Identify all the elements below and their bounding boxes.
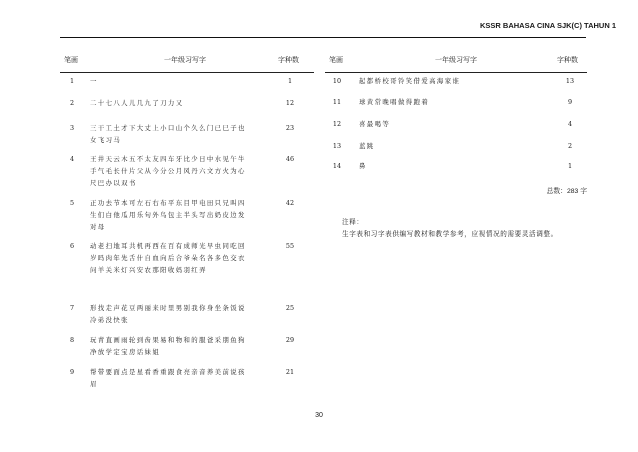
col-header-strokes: 笔画 [329, 57, 343, 64]
col-header-characters: 一年级习写字 [435, 57, 477, 64]
row-strokes: 1 [69, 77, 75, 85]
table-row [60, 73, 314, 95]
col-header-count: 字种数 [557, 57, 578, 64]
row-characters: 球黄常晚唱做得跑着 [359, 98, 430, 106]
header-rule [60, 37, 586, 38]
right-table [325, 55, 587, 178]
row-characters: 一 [90, 77, 98, 85]
left-table [60, 55, 314, 394]
right-table-header [325, 55, 587, 72]
row-strokes: 10 [332, 77, 342, 85]
table-row [325, 116, 587, 138]
table-row [60, 95, 314, 120]
page-number: 30 [315, 412, 323, 419]
table-row [60, 195, 314, 238]
left-table-header [60, 55, 314, 72]
row-characters: 帮带要面点是星看香重跟食亮亲音养美前说孩眉 [90, 368, 246, 388]
row-count: 12 [285, 99, 295, 107]
row-strokes: 9 [69, 368, 75, 376]
row-strokes: 6 [69, 242, 75, 250]
row-count: 55 [285, 242, 295, 250]
row-strokes: 3 [69, 124, 75, 132]
row-characters: 鼻 [359, 162, 367, 170]
row-count: 46 [285, 155, 295, 163]
row-strokes: 14 [332, 162, 342, 170]
row-count: 23 [285, 124, 295, 132]
table-row [325, 158, 587, 178]
row-count: 9 [567, 98, 573, 106]
row-count: 4 [567, 120, 573, 128]
row-characters: 王井天云木五不太友四车牙比少日中水见午牛手气毛长什片父从今分公月风丹六文方火为心尺巴办以双书 [90, 155, 246, 187]
row-characters: 蓝跳 [359, 142, 375, 150]
row-characters: 起都桥校哥铃笑借爱高海家谁 [359, 77, 461, 85]
row-count: 2 [567, 142, 573, 150]
table-row [60, 332, 314, 364]
row-count: 42 [285, 199, 295, 207]
row-count: 13 [565, 77, 575, 85]
table-row [325, 138, 587, 158]
row-strokes: 4 [69, 155, 75, 163]
row-characters: 三干工土才下大丈上小口山个久么门已巳子也女飞习马 [90, 124, 246, 144]
row-characters: 二十七八人儿几九了刀力又 [90, 99, 184, 107]
table-row [60, 238, 314, 300]
table-row [60, 120, 314, 151]
row-count: 25 [285, 304, 295, 312]
table-row [60, 300, 314, 332]
document-header: KSSR BAHASA CINA SJK(C) TAHUN 1 [480, 21, 616, 30]
row-strokes: 5 [69, 199, 75, 207]
table-row [60, 151, 314, 195]
row-strokes: 13 [332, 142, 342, 150]
row-count: 29 [285, 336, 295, 344]
row-count: 1 [567, 162, 573, 170]
row-characters: 形找走声花豆两丽来时里男别我你身坐条饭说冷弟没快张 [90, 304, 246, 324]
row-characters: 正功去节本可左石右布平东目甲电田只兄叫四生们白他瓜用乐句外鸟包主半头写出奶皮边发对母 [90, 199, 246, 231]
note-title: 注释： [342, 218, 364, 226]
col-header-strokes: 笔画 [64, 57, 78, 64]
col-header-characters: 一年级习写字 [164, 57, 206, 64]
row-characters: 喜最喝等 [359, 120, 391, 128]
row-strokes: 7 [69, 304, 75, 312]
row-characters: 玩青直画雨轮到齿果易和物和的服爸采朋鱼狗净放学定宝房话妹姐 [90, 336, 246, 356]
table-row [325, 94, 587, 116]
row-characters: 动老扫地耳共机再西在百有成师光早虫同吃回岁吗肉年先舌什自血向后合爷朵名各多色交衣问羊关米灯兴安农那阳收妈羽红弄 [90, 242, 246, 274]
table-row [60, 364, 314, 394]
row-strokes: 12 [332, 120, 342, 128]
row-strokes: 11 [332, 98, 342, 106]
note-block [342, 216, 587, 240]
total-count: 总数：283 字 [546, 188, 587, 195]
col-header-count: 字种数 [278, 57, 299, 64]
row-count: 21 [285, 368, 295, 376]
row-strokes: 8 [69, 336, 75, 344]
table-row [325, 73, 587, 94]
row-count: 1 [287, 77, 293, 85]
row-strokes: 2 [69, 99, 75, 107]
note-body: 生字表和习字表供编写教材和教学参考，应视情况的需要灵活调整。 [342, 230, 558, 238]
